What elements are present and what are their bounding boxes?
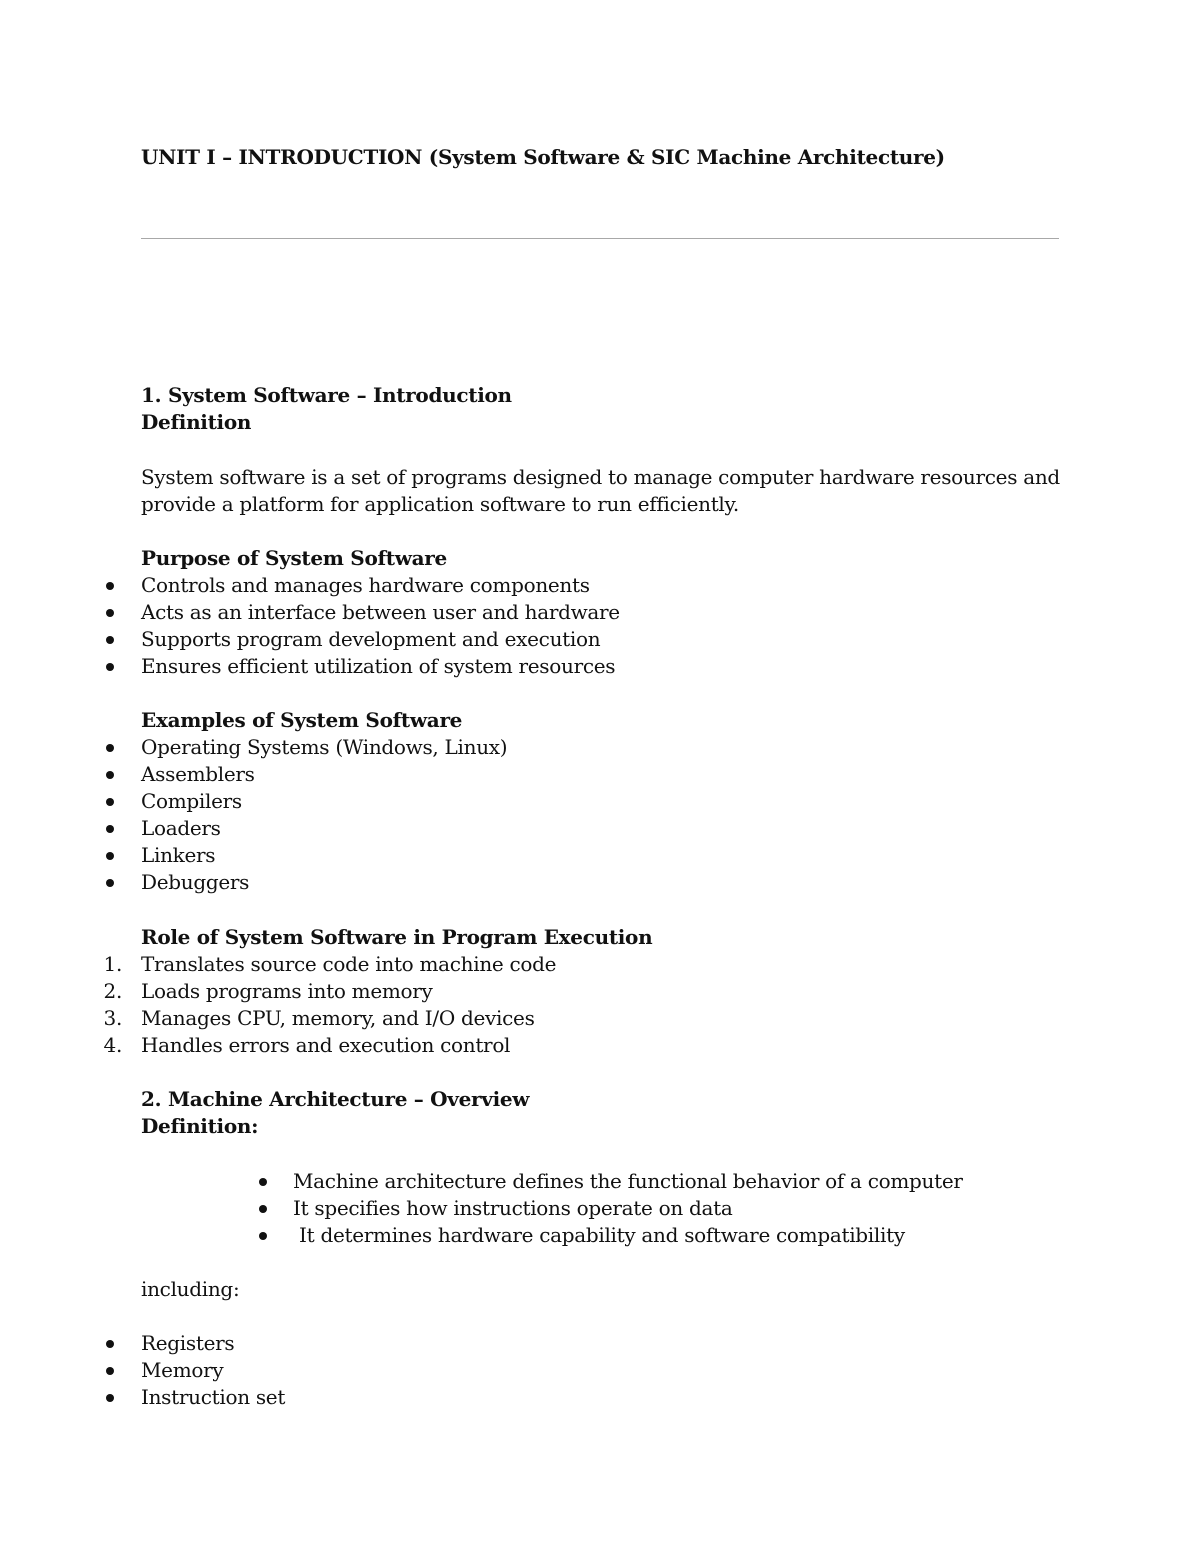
bullet-icon bbox=[106, 744, 114, 752]
bullet-icon bbox=[106, 825, 114, 833]
section2-heading: 2. Machine Architecture – Overview bbox=[141, 1087, 530, 1111]
including-label: including: bbox=[141, 1277, 240, 1301]
bullet-icon bbox=[106, 798, 114, 806]
list-item: Debuggers bbox=[141, 870, 250, 894]
list-number: 2. bbox=[103, 979, 122, 1003]
list-item: Translates source code into machine code bbox=[141, 952, 557, 976]
bullet-icon bbox=[106, 663, 114, 671]
list-item: Loads programs into memory bbox=[141, 979, 433, 1003]
list-item: Manages CPU, memory, and I/O devices bbox=[141, 1006, 535, 1030]
list-item: Ensures efficient utilization of system resources bbox=[141, 654, 616, 678]
list-item: Registers bbox=[141, 1331, 235, 1355]
list-item: Compilers bbox=[141, 789, 242, 813]
document-title: UNIT I – INTRODUCTION (System Software & SIC Machine Architecture) bbox=[141, 145, 945, 169]
list-item: Loaders bbox=[141, 816, 221, 840]
bullet-icon bbox=[106, 609, 114, 617]
list-item: Instruction set bbox=[141, 1385, 286, 1409]
list-item: Memory bbox=[141, 1358, 224, 1382]
section1-definition-line-1: System software is a set of programs designed to manage computer hardware resources and bbox=[141, 465, 1060, 489]
list-item: Supports program development and execution bbox=[141, 627, 601, 651]
bullet-icon bbox=[106, 879, 114, 887]
bullet-icon bbox=[106, 582, 114, 590]
examples-heading: Examples of System Software bbox=[141, 708, 463, 732]
bullet-icon bbox=[106, 1340, 114, 1348]
bullet-icon bbox=[106, 771, 114, 779]
list-item: Handles errors and execution control bbox=[141, 1033, 511, 1057]
list-item: Operating Systems (Windows, Linux) bbox=[141, 735, 508, 759]
list-number: 4. bbox=[103, 1033, 122, 1057]
list-item: It specifies how instructions operate on data bbox=[293, 1196, 733, 1220]
horizontal-divider bbox=[141, 238, 1059, 239]
role-heading: Role of System Software in Program Execution bbox=[141, 925, 653, 949]
bullet-icon bbox=[259, 1232, 267, 1240]
bullet-icon bbox=[259, 1205, 267, 1213]
list-item: Controls and manages hardware components bbox=[141, 573, 590, 597]
section1-definition-label: Definition bbox=[141, 410, 252, 434]
list-number: 3. bbox=[103, 1006, 122, 1030]
section2-definition-label: Definition: bbox=[141, 1114, 259, 1138]
list-item: Machine architecture defines the functional behavior of a computer bbox=[293, 1169, 963, 1193]
bullet-icon bbox=[106, 852, 114, 860]
section1-heading: 1. System Software – Introduction bbox=[141, 383, 512, 407]
list-item: Assemblers bbox=[141, 762, 255, 786]
list-item: Linkers bbox=[141, 843, 216, 867]
purpose-heading: Purpose of System Software bbox=[141, 546, 447, 570]
section1-definition-line-2: provide a platform for application software to run efficiently. bbox=[141, 492, 739, 516]
list-item: It determines hardware capability and software compatibility bbox=[293, 1223, 905, 1247]
bullet-icon bbox=[259, 1178, 267, 1186]
bullet-icon bbox=[106, 636, 114, 644]
bullet-icon bbox=[106, 1394, 114, 1402]
list-item: Acts as an interface between user and hardware bbox=[141, 600, 620, 624]
list-number: 1. bbox=[103, 952, 122, 976]
bullet-icon bbox=[106, 1367, 114, 1375]
